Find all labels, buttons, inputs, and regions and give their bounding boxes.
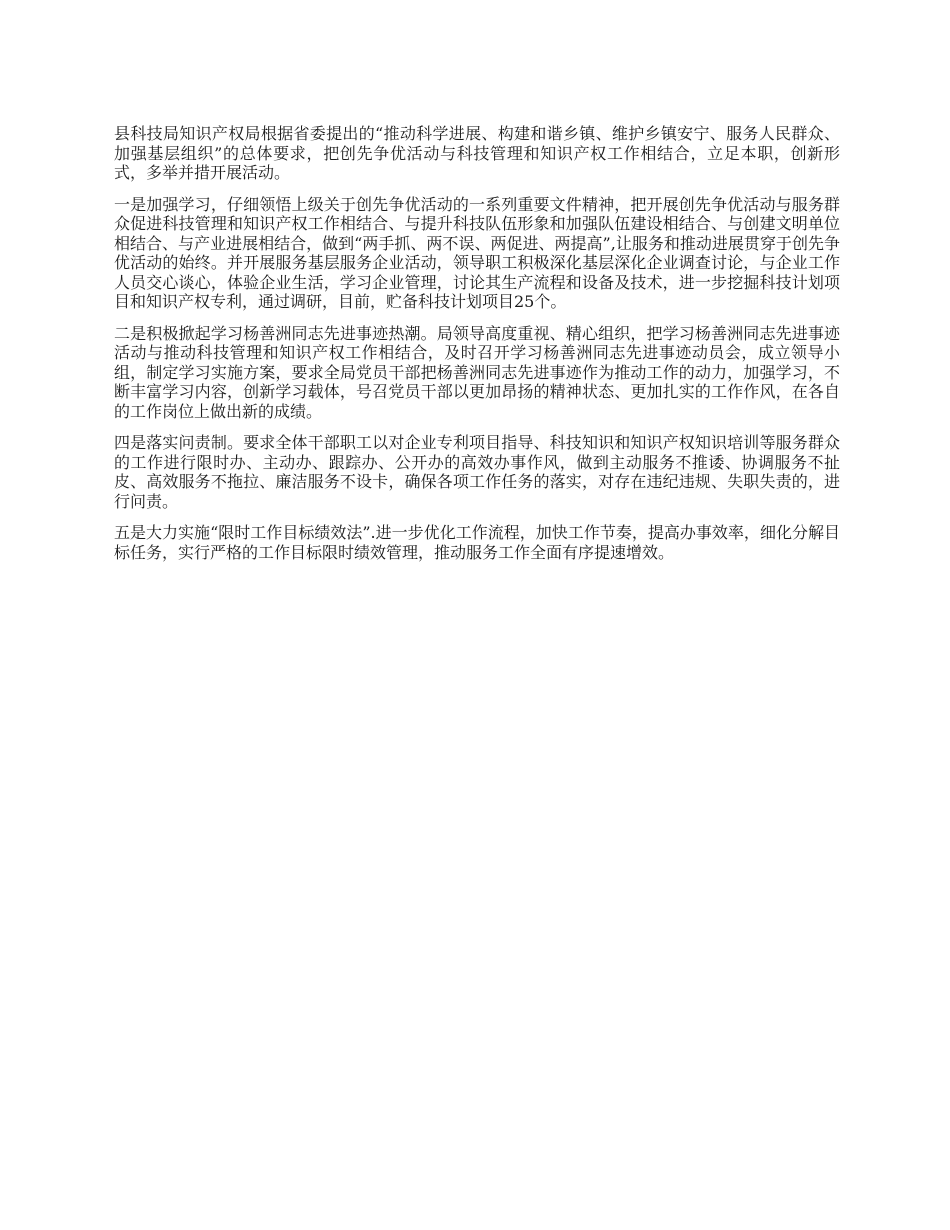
- paragraph-yang-shanzhou: 二是积极掀起学习杨善洲同志先进事迹热潮。局领导高度重视、精心组织，把学习杨善洲同志先进事迹活动与推动科技管理和知识产权工作相结合，及时召开学习杨善洲同志先进事迹动员会，成立领导小组，制定学习实施方案，要求全局党员干部把杨善洲同志先进事迹作为推动工作的动力，加强学习，不断丰富学习内容，创新学习载体，号召党员干部以更加昂扬的精神状态、更加扎实的工作作风，在各自的工作岗位上做出新的成绩。: [114, 323, 840, 421]
- paragraph-study: 一是加强学习，仔细领悟上级关于创先争优活动的一系列重要文件精神，把开展创先争优活动与服务群众促进科技管理和知识产权工作相结合、与提升科技队伍形象和加强队伍建设相结合、与创建文明单位相结合、与产业进展相结合，做到“两手抓、两不误、两促进、两提高”,让服务和推动进展贯穿于创先争优活动的始终。并开展服务基层服务企业活动，领导职工积极深化基层深化企业调查讨论，与企业工作人员交心谈心，体验企业生活，学习企业管理，讨论其生产流程和设备及技术，进一步挖掘科技计划项目和知识产权专利，通过调研，目前，贮备科技计划项目25个。: [114, 194, 840, 311]
- intro-paragraph: 县科技局知识产权局根据省委提出的“推动科学进展、构建和谐乡镇、维护乡镇安宁、服务人民群众、加强基层组织”的总体要求，把创先争优活动与科技管理和知识产权工作相结合，立足本职，创新形式，多举并措开展活动。: [114, 124, 840, 182]
- paragraph-time-limit: 五是大力实施“限时工作目标绩效法”.进一步优化工作流程，加快工作节奏，提高办事效率，细化分解目标任务，实行严格的工作目标限时绩效管理，推动服务工作全面有序提速增效。: [114, 523, 840, 562]
- paragraph-accountability: 四是落实问责制。要求全体干部职工以对企业专利项目指导、科技知识和知识产权知识培训等服务群众的工作进行限时办、主动办、跟踪办、公开办的高效办事作风，做到主动服务不推诿、协调服务不扯皮、高效服务不拖拉、廉洁服务不设卡，确保各项工作任务的落实，对存在违纪违规、失职失责的，进行问责。: [114, 433, 840, 511]
- document-body: [114, 124, 840, 574]
